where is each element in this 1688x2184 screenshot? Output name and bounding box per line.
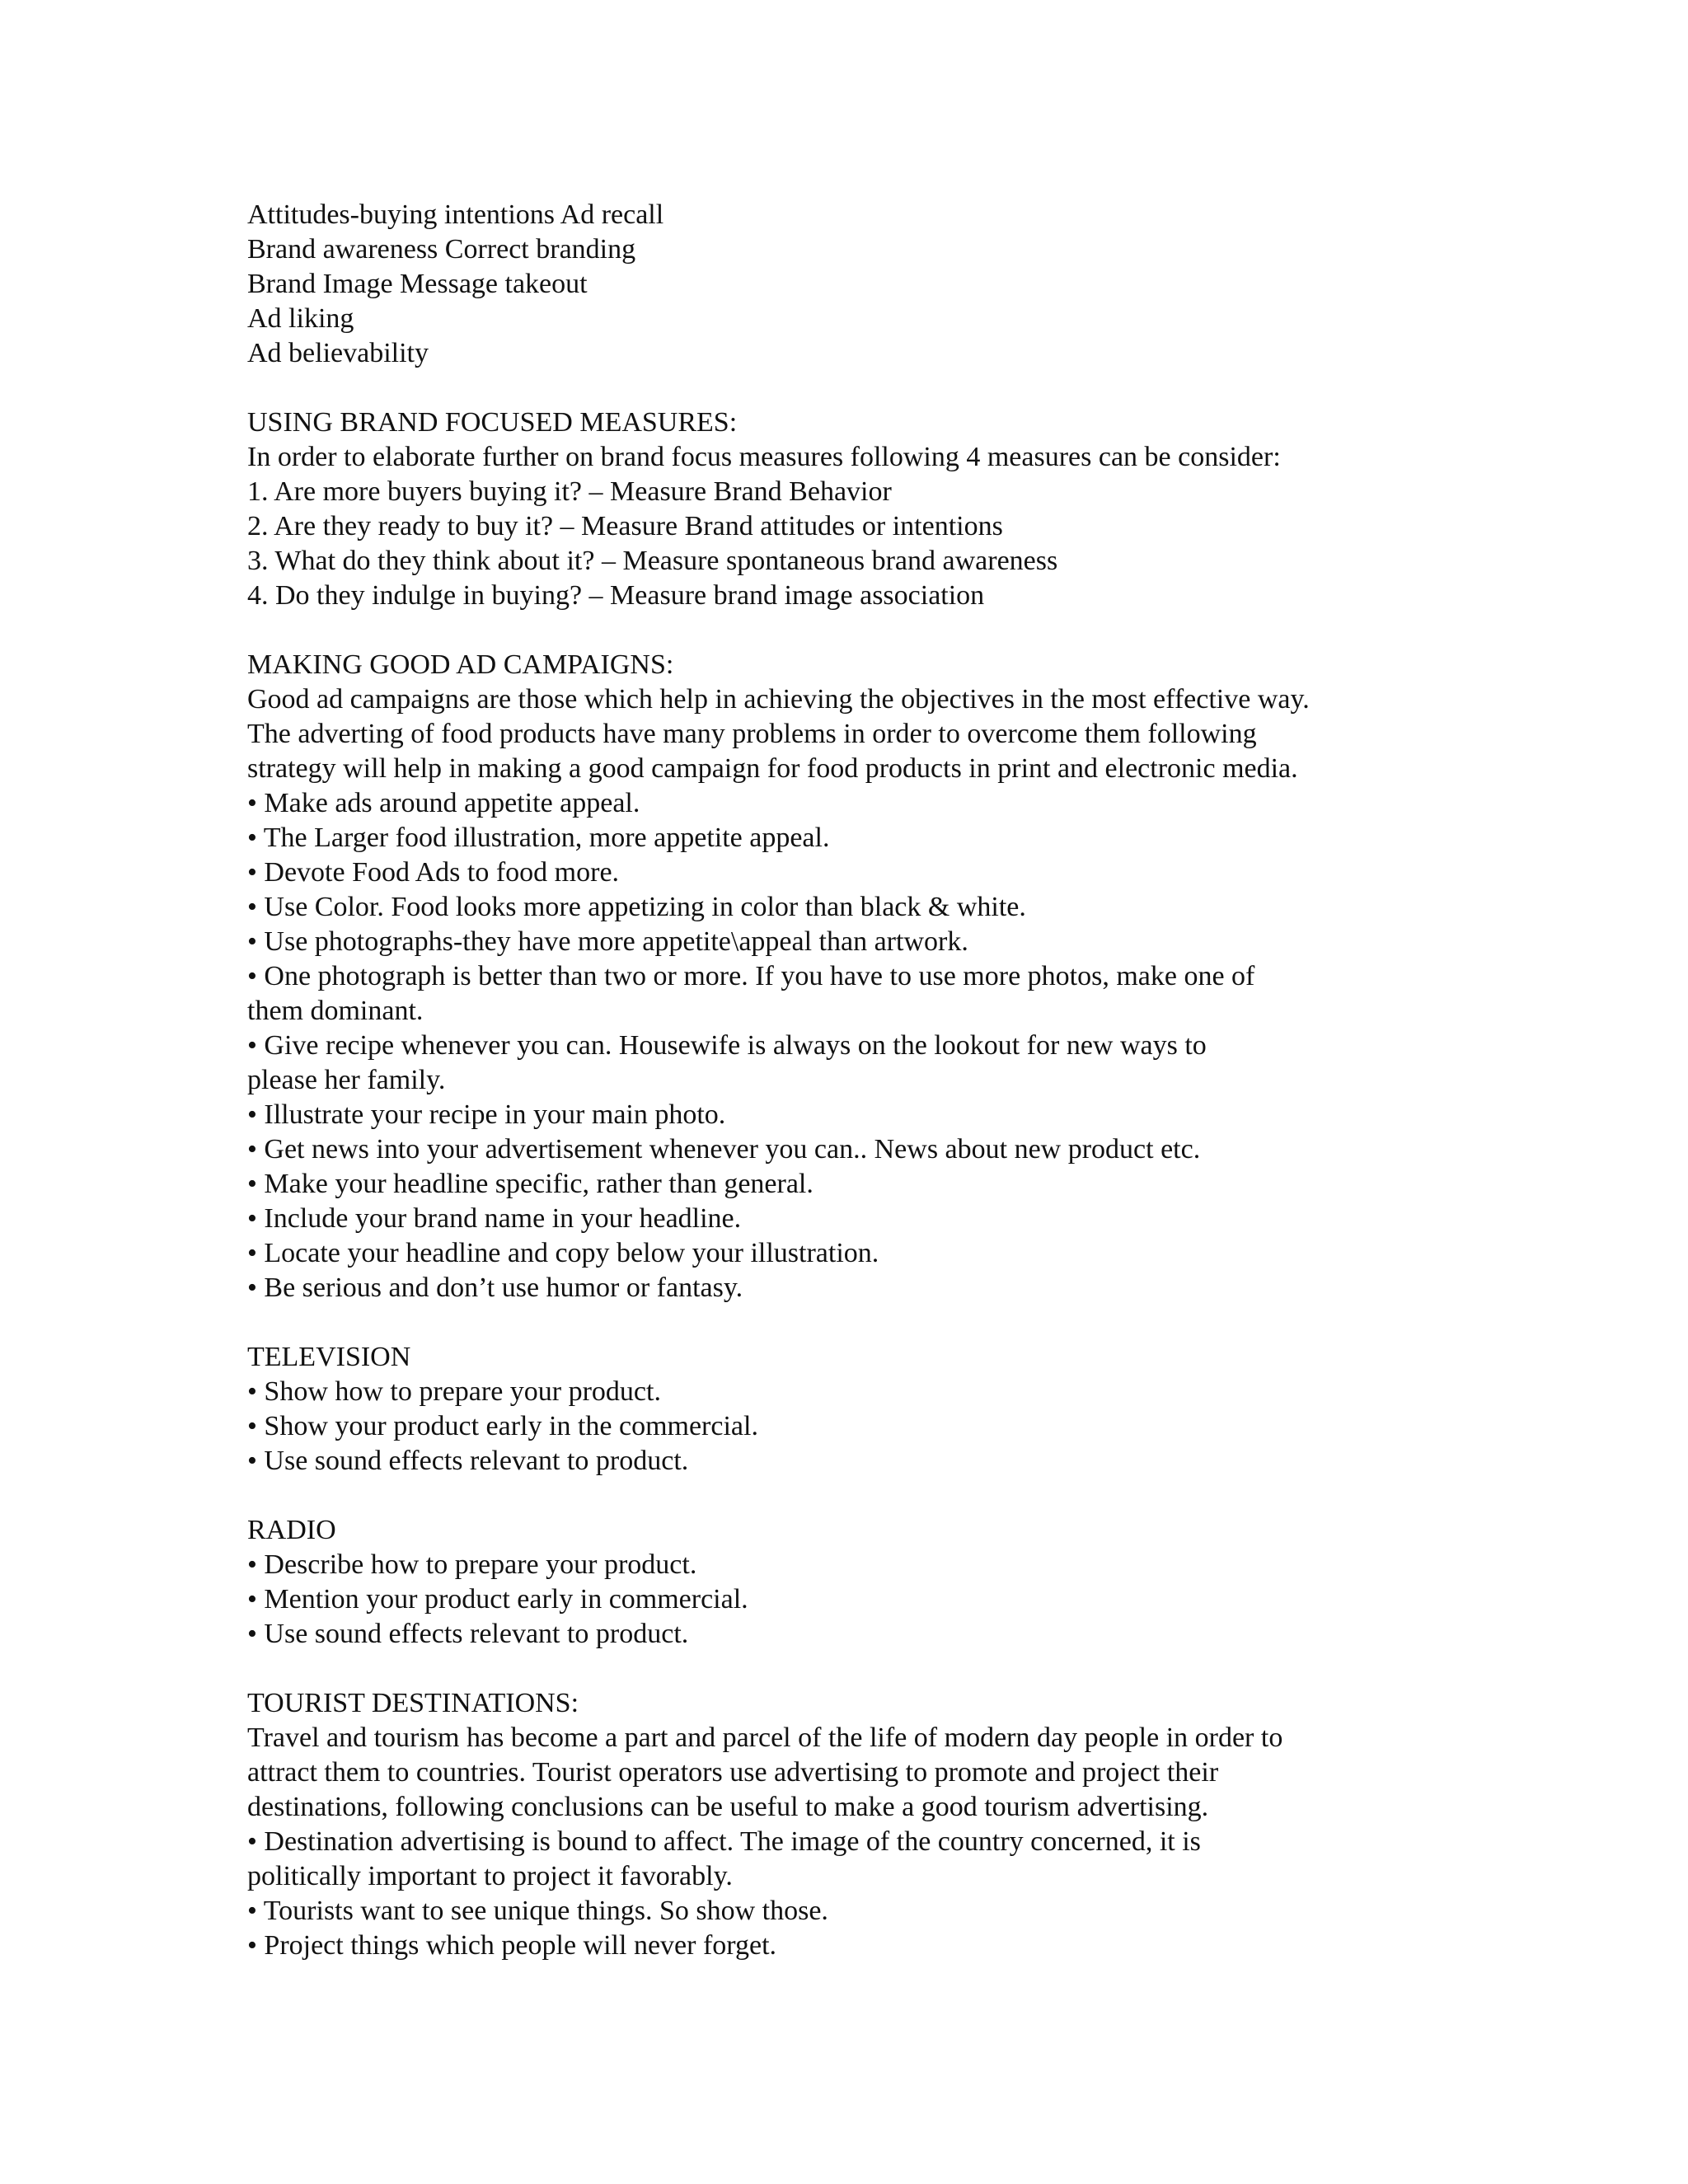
- bullet-item: • Be serious and don’t use humor or fantasy.: [247, 1272, 743, 1303]
- section-heading: TOURIST DESTINATIONS:: [247, 1688, 579, 1718]
- bullet-item: • Show your product early in the commercial.: [247, 1411, 758, 1441]
- intro-line: Attitudes-buying intentions Ad recall: [247, 199, 664, 230]
- section-gap: [247, 613, 1665, 648]
- television-section: [247, 1340, 1665, 1479]
- radio-section: [247, 1513, 1665, 1652]
- bullet-item: • Describe how to prepare your product.: [247, 1549, 697, 1580]
- paragraph-line: strategy will help in making a good campaign for food products in print and electronic media.: [247, 753, 1298, 784]
- paragraph-line: Good ad campaigns are those which help in achieving the objectives in the most effective way.: [247, 684, 1310, 715]
- bullet-item: • Locate your headline and copy below your illustration.: [247, 1238, 879, 1268]
- intro-line: Ad believability: [247, 338, 429, 368]
- bullet-item: • Use sound effects relevant to product.: [247, 1446, 689, 1476]
- section-heading: TELEVISION: [247, 1342, 411, 1372]
- document-page: [247, 198, 1665, 1963]
- intro-line: Brand awareness Correct branding: [247, 234, 636, 265]
- bullet-item: • Include your brand name in your headline.: [247, 1203, 742, 1234]
- section-heading: RADIO: [247, 1515, 336, 1545]
- bullet-item: • Make your headline specific, rather than general.: [247, 1169, 814, 1199]
- bullet-item-continuation: them dominant.: [247, 996, 424, 1026]
- numbered-item: 1. Are more buyers buying it? – Measure Brand Behavior: [247, 476, 892, 507]
- ad-campaigns-section: [247, 648, 1665, 1305]
- bullet-item: • Project things which people will never forget.: [247, 1930, 777, 1961]
- paragraph-line: attract them to countries. Tourist operators use advertising to promote and project their: [247, 1757, 1219, 1788]
- bullet-item: • Use sound effects relevant to product.: [247, 1619, 689, 1649]
- section-gap: [247, 1479, 1665, 1513]
- tourist-destinations-section: [247, 1686, 1665, 1963]
- brand-measures-section: [247, 405, 1665, 613]
- bullet-item: • Use Color. Food looks more appetizing in color than black & white.: [247, 892, 1026, 922]
- paragraph-line: In order to elaborate further on brand focus measures following 4 measures can be consider:: [247, 442, 1281, 472]
- bullet-item: • Devote Food Ads to food more.: [247, 857, 620, 888]
- intro-line: Brand Image Message takeout: [247, 269, 588, 299]
- intro-line: Ad liking: [247, 303, 354, 334]
- bullet-item-continuation: politically important to project it favorably.: [247, 1861, 733, 1891]
- bullet-item-continuation: please her family.: [247, 1065, 446, 1095]
- section-gap: [247, 1652, 1665, 1686]
- paragraph-line: destinations, following conclusions can be useful to make a good tourism advertising.: [247, 1792, 1209, 1822]
- intro-list: [247, 198, 1665, 371]
- section-gap: [247, 1305, 1665, 1340]
- bullet-item: • Tourists want to see unique things. So show those.: [247, 1896, 828, 1926]
- section-gap: [247, 371, 1665, 405]
- bullet-item: • Destination advertising is bound to affect. The image of the country concerned, it is: [247, 1826, 1201, 1857]
- section-heading: MAKING GOOD AD CAMPAIGNS:: [247, 649, 674, 680]
- paragraph-line: The adverting of food products have many problems in order to overcome them following: [247, 719, 1257, 749]
- bullet-item: • Show how to prepare your product.: [247, 1376, 661, 1407]
- bullet-item: • Mention your product early in commercial.: [247, 1584, 748, 1615]
- bullet-item: • Give recipe whenever you can. Housewife is always on the lookout for new ways to: [247, 1030, 1207, 1061]
- bullet-item: • Make ads around appetite appeal.: [247, 788, 640, 818]
- numbered-item: 4. Do they indulge in buying? – Measure brand image association: [247, 580, 985, 611]
- bullet-item: • Use photographs-they have more appetite\appeal than artwork.: [247, 926, 968, 957]
- bullet-item: • Get news into your advertisement whenever you can.. News about new product etc.: [247, 1134, 1201, 1165]
- numbered-item: 2. Are they ready to buy it? – Measure Brand attitudes or intentions: [247, 511, 1003, 541]
- numbered-item: 3. What do they think about it? – Measure spontaneous brand awareness: [247, 546, 1058, 576]
- section-heading: USING BRAND FOCUSED MEASURES:: [247, 407, 738, 438]
- bullet-item: • Illustrate your recipe in your main photo.: [247, 1099, 726, 1130]
- bullet-item: • One photograph is better than two or more. If you have to use more photos, make one of: [247, 961, 1255, 991]
- paragraph-line: Travel and tourism has become a part and parcel of the life of modern day people in order to: [247, 1722, 1283, 1753]
- bullet-item: • The Larger food illustration, more appetite appeal.: [247, 823, 830, 853]
